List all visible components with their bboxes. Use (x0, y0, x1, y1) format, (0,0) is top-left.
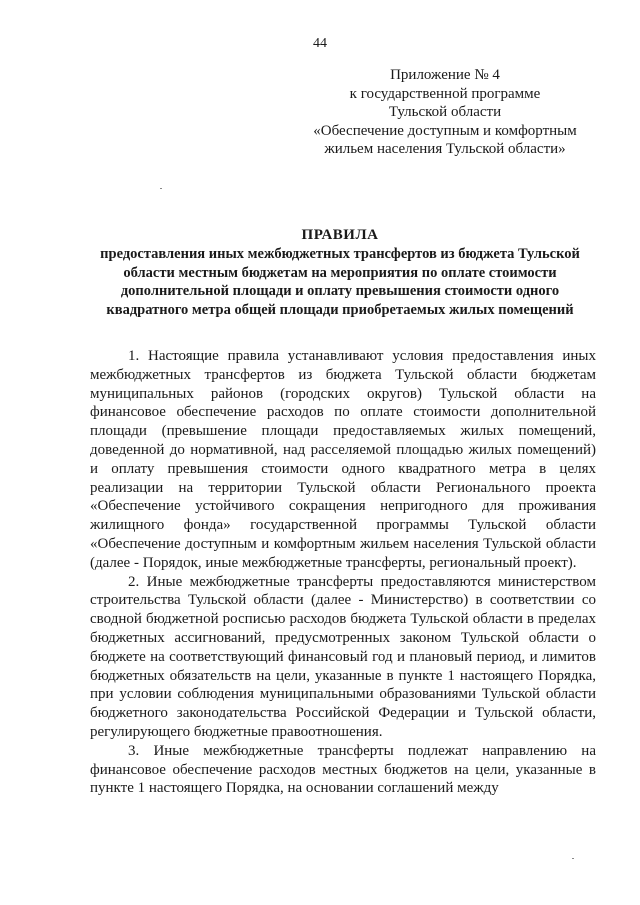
paragraph-2: 2. Иные межбюджетные трансферты предоставляются министерством строительства Тульской области (далее - Министерство) в соответствии со сводной бюджетной росписью расходов бюджета Тульской области в пределах бюджетных ассигнований, предусмотренных законом Тульской области о бюджете на соответствующий финансовый год и плановый период, и лимитов бюджетных обязательств на цели, указанные в пункте 1 настоящего Порядка, при условии соблюдения муниципальными образованиями Тульской области бюджетного законодательства Российской Федерации и Тульской области, регулирующего бюджетные правоотношения. (90, 573, 596, 740)
appendix-block (300, 66, 590, 159)
paragraph-1: 1. Настоящие правила устанавливают условия предоставления иных межбюджетных трансфертов из бюджета Тульской области бюджетам муниципальных районов (городских округов) Тульской области на финансовое обеспечение расходов по оплате стоимости дополнительной площади (превышение площади предоставляемых жилых помещений, доведенной до нормативной, над расселяемой площадью жилых помещений) и оплату превышения стоимости одного квадратного метра в целях реализации на территории Тульской области Регионального проекта «Обеспечение устойчивого сокращения непригодного для проживания жилищного фонда» государственной программы Тульской области «Обеспечение доступным и комфортным жильем населения Тульской области (далее - Порядок, иные межбюджетные трансферты, региональный проект). (90, 348, 596, 571)
speck-mark (160, 188, 162, 189)
appendix-line-4: «Обеспечение доступным и комфортным (313, 122, 577, 139)
title-subtitle: предоставления иных межбюджетных трансфертов из бюджета Тульской области местным бюджетам на мероприятия по оплате стоимости дополнительной площади и оплату превышения стоимости одного квадратного метра общей площади приобретаемых жилых помещений (100, 246, 580, 318)
title-main: ПРАВИЛА (301, 227, 379, 243)
paragraph-3: 3. Иные межбюджетные трансферты подлежат направлению на финансовое обеспечение расходов местных бюджетов на цели, указанные в пункте 1 настоящего Порядка, на основании соглашений между (90, 742, 596, 797)
appendix-line-1: Приложение № 4 (390, 67, 500, 83)
appendix-line-5: жильем населения Тульской области» (324, 141, 566, 157)
page-number: 44 (313, 36, 327, 51)
appendix-line-2: к государственной программе (349, 85, 541, 102)
speck-mark (572, 858, 574, 859)
appendix-line-3: Тульской области (388, 104, 502, 120)
document-body (90, 347, 596, 798)
document-title (90, 225, 590, 319)
